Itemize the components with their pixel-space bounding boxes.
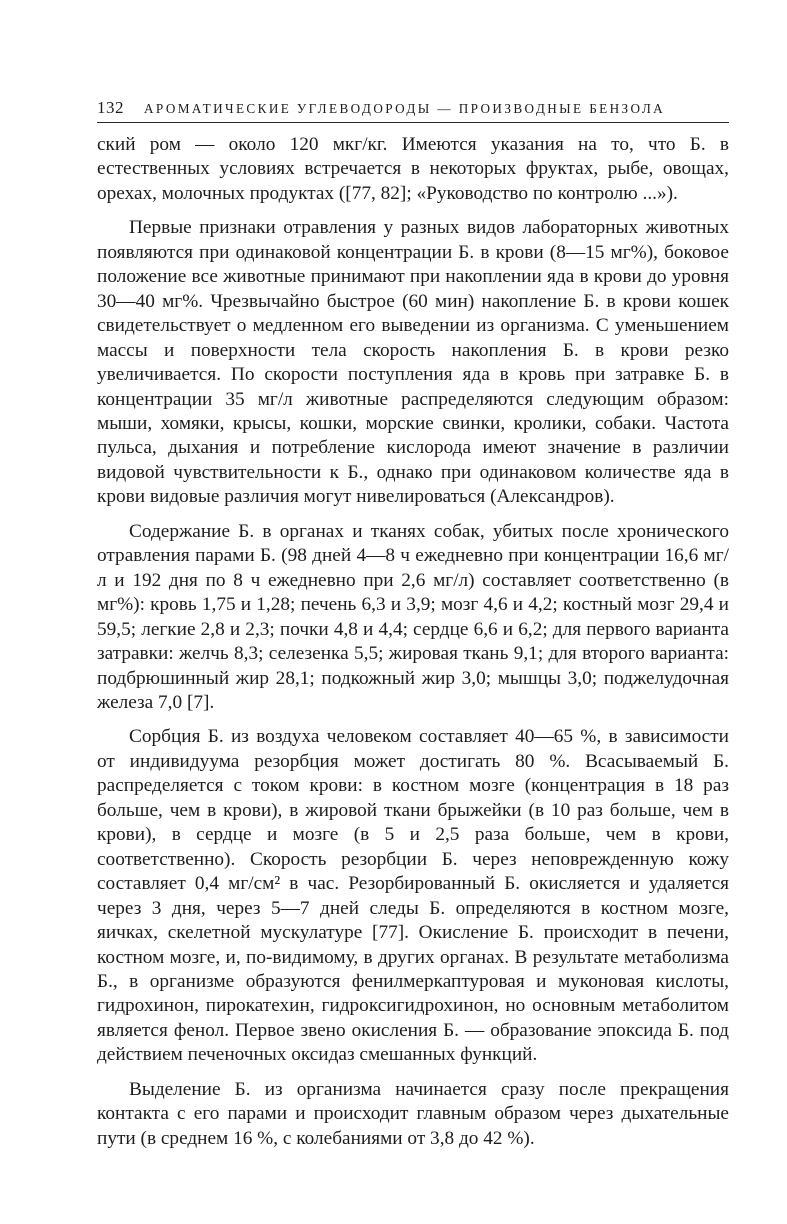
running-title: АРОМАТИЧЕСКИЕ УГЛЕВОДОРОДЫ — ПРОИЗВОДНЫЕ БЕНЗОЛА (144, 101, 666, 116)
paragraph: Содержание Б. в органах и тканях собак, убитых после хронического отравления парами Б. (98 дней 4—8 ч ежедневно при концентрации 16,6 мг/л и 192 дня по 8 ч ежедневно при 2,6 мг/л) составляет соответственно (в мг%): кровь 1,75 и 1,28; печень 6,3 и 3,9; мозг 4,6 и 4,2; костный мозг 29,4 и 59,5; легкие 2,8 и 2,3; почки 4,8 и 4,4; сердце 6,6 и 6,2; для первого варианта затравки: желчь 8,3; селезенка 5,5; жировая ткань 9,1; для второго варианта: подбрюшинный жир 28,1; подкожный жир 3,0; мышцы 3,0; поджелудочная железа 7,0 [7]. (97, 520, 729, 713)
paragraph: Первые признаки отравления у разных видов лабораторных животных появляются при одинаковой концентрации Б. в крови (8—15 мг%), боковое положение все животные принимают при накоплении яда в крови до уровня 30—40 мг%. Чрезвычайно быстрое (60 мин) накопление Б. в крови кошек свидетельствует о медленном его выведении из организма. С уменьшением массы и поверхности тела скорость накопления Б. в крови резко увеличивается. По скорости поступления яда в кровь при затравке Б. в концентрации 35 мг/л животные распределяются следующим образом: мыши, хомяки, крысы, кошки, морские свинки, кролики, собаки. Частота пульса, дыхания и потребление кислорода имеют значение в различии видовой чувствительности к Б., однако при одинаковом количестве яда в крови видовые различия могут нивелироваться (Александров). (97, 217, 729, 508)
paragraph: ский ром — около 120 мкг/кг. Имеются указания на то, что Б. в естественных условиях встречается в некоторых фруктах, рыбе, овощах, орехах, молочных продуктах ([77, 82]; «Руководство по контролю ...»). (97, 134, 729, 204)
page-number: 132 (97, 98, 124, 117)
body-text (97, 133, 729, 1151)
paragraph: Выделение Б. из организма начинается сразу после прекращения контакта с его парами и происходит главным образом через дыхательные пути (в среднем 16 %, с колебаниями от 3,8 до 42 %). (97, 1078, 729, 1149)
paragraph: Сорбция Б. из воздуха человеком составляет 40—65 %, в зависимости от индивидуума резорбция может достигать 80 %. Всасываемый Б. распределяется с током крови: в костном мозге (концентрация в 18 раз больше, чем в крови), в жировой ткани брыжейки (в 10 раз больше, чем в крови), в сердце и мозге (в 5 и 2,5 раза больше, чем в крови, соответственно). Скорость резорбции Б. через неповрежденную кожу составляет 0,4 мг/см² в час. Резорбированный Б. окисляется и удаляется через 3 дня, через 5—7 дней следы Б. определяются в костном мозге, яичках, скелетной мускулатуре [77]. Окисление Б. происходит в печени, костном мозге, и, по-видимому, в других органах. В результате метаболизма Б., в организме образуются фенилмеркаптуровая и муконовая кислоты, гидрохинон, пирокатехин, гидроксигидрохинон, но основным метаболитом является фенол. Первое звено окисления Б. — образование эпоксида Б. под действием печеночных оксидаз смешанных функций. (97, 726, 729, 1066)
running-header (97, 98, 729, 123)
book-page (97, 98, 729, 1161)
